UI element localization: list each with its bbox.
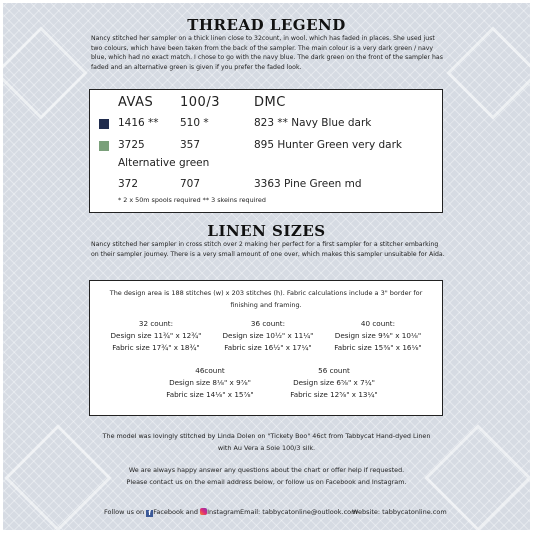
thread-legend-box <box>89 89 443 213</box>
navy-swatch <box>99 119 109 129</box>
size-header: 100/3 <box>180 95 220 110</box>
avas-header: AVAS <box>118 95 154 110</box>
spool-note: * 2 x 50m spools required ** 3 skeins required <box>118 196 266 204</box>
thread-legend-intro: Nancy stitched her sampler on a thick linen close to 32count, in wool, which has faded in places. She used just two colours, which have been taken from the back of the sampler. The main colour is a very dark green / navy blue, which had no exact match. I chose to go with the navy blue. The dark green on the front of the sampler has faded and an alternative green is given if you prefer the faded look. <box>91 35 443 71</box>
count-label: 36 count: <box>250 319 286 328</box>
count-block-56 <box>274 365 394 401</box>
design-size: Design size 10½" x 11¼" <box>222 331 314 340</box>
legend-row-size: 510 * <box>180 117 209 129</box>
design-area-line-2: finishing and framing. <box>230 301 302 309</box>
linen-sizes-intro: Nancy stitched her sampler in cross stitch over 2 making her perfect for a first sampler for a stitcher embarking on their sampler journey. There is a very small amount of one over, which makes this sampler unsuitable for Aida. <box>91 241 445 258</box>
green-swatch <box>99 141 109 151</box>
legend-row-avas: 3725 <box>118 139 145 151</box>
count-label: 56 count <box>318 366 350 375</box>
facebook-link[interactable]: Facebook and <box>153 508 199 516</box>
footer-website[interactable]: Website: tabbycatonline.com <box>352 508 447 516</box>
count-label: 40 count: <box>360 319 396 328</box>
footer-email[interactable]: Email: tabbycatonline@outlook.com <box>240 508 358 516</box>
facebook-icon[interactable]: f <box>146 510 153 517</box>
design-size: Design size 11¾" x 12¾" <box>110 331 202 340</box>
legend-row-dmc: 823 ** Navy Blue dark <box>254 117 372 129</box>
model-note-line-2: with Au Vera a Soie 100/3 silk. <box>217 444 316 452</box>
alt-row-avas: 372 <box>118 178 139 190</box>
design-size: Design size 8⅛" x 9⅞" <box>169 378 251 387</box>
design-size: Design size 6⅝" x 7¼" <box>293 378 375 387</box>
contact-line-2: Please contact us on the email address below, or follow us on Facebook and Instagram. <box>126 478 407 486</box>
design-area-line-1: The design area is 188 stitches (w) x 203 stitches (h). Fabric calculations include a 3" border for <box>109 289 423 297</box>
legend-row-dmc: 895 Hunter Green very dark <box>254 139 402 151</box>
dmc-header: DMC <box>254 95 286 110</box>
linen-sizes-box <box>89 280 443 416</box>
count-block-46 <box>150 365 270 401</box>
count-label: 32 count: <box>138 319 174 328</box>
count-block-32 <box>96 318 216 354</box>
fabric-size: Fabric size 12⅝" x 13¼" <box>290 390 378 399</box>
contact-line-1: We are always happy answer any questions about the chart or offer help if requested. <box>128 466 405 474</box>
instagram-link[interactable]: Instagram <box>207 508 241 516</box>
thread-legend-title: THREAD LEGEND <box>187 16 346 34</box>
follow-label: Follow us on <box>104 508 145 516</box>
legend-row-size: 357 <box>180 139 201 151</box>
fabric-size: Fabric size 14⅛" x 15⅞" <box>166 390 254 399</box>
alternative-green-label: Alternative green <box>118 157 210 169</box>
model-note-line-1: The model was lovingly stitched by Linda Dolen on "Tickety Boo" 46ct from Tabbycat Hand-dyed Linen <box>102 432 431 440</box>
alt-row-dmc: 3363 Pine Green md <box>254 178 362 190</box>
count-block-40 <box>318 318 438 354</box>
fabric-size: Fabric size 15⅜" x 16⅛" <box>334 343 422 352</box>
footer-social <box>104 508 240 517</box>
linen-sizes-title: LINEN SIZES <box>207 222 326 240</box>
count-block-36 <box>208 318 328 354</box>
count-label: 46count <box>195 366 225 375</box>
fabric-size: Fabric size 17¾" x 18¾" <box>112 343 200 352</box>
alt-row-size: 707 <box>180 178 201 190</box>
fabric-size: Fabric size 16½" x 17¼" <box>224 343 312 352</box>
legend-row-avas: 1416 ** <box>118 117 159 129</box>
design-size: Design size 9⅜" x 10⅛" <box>334 331 422 340</box>
